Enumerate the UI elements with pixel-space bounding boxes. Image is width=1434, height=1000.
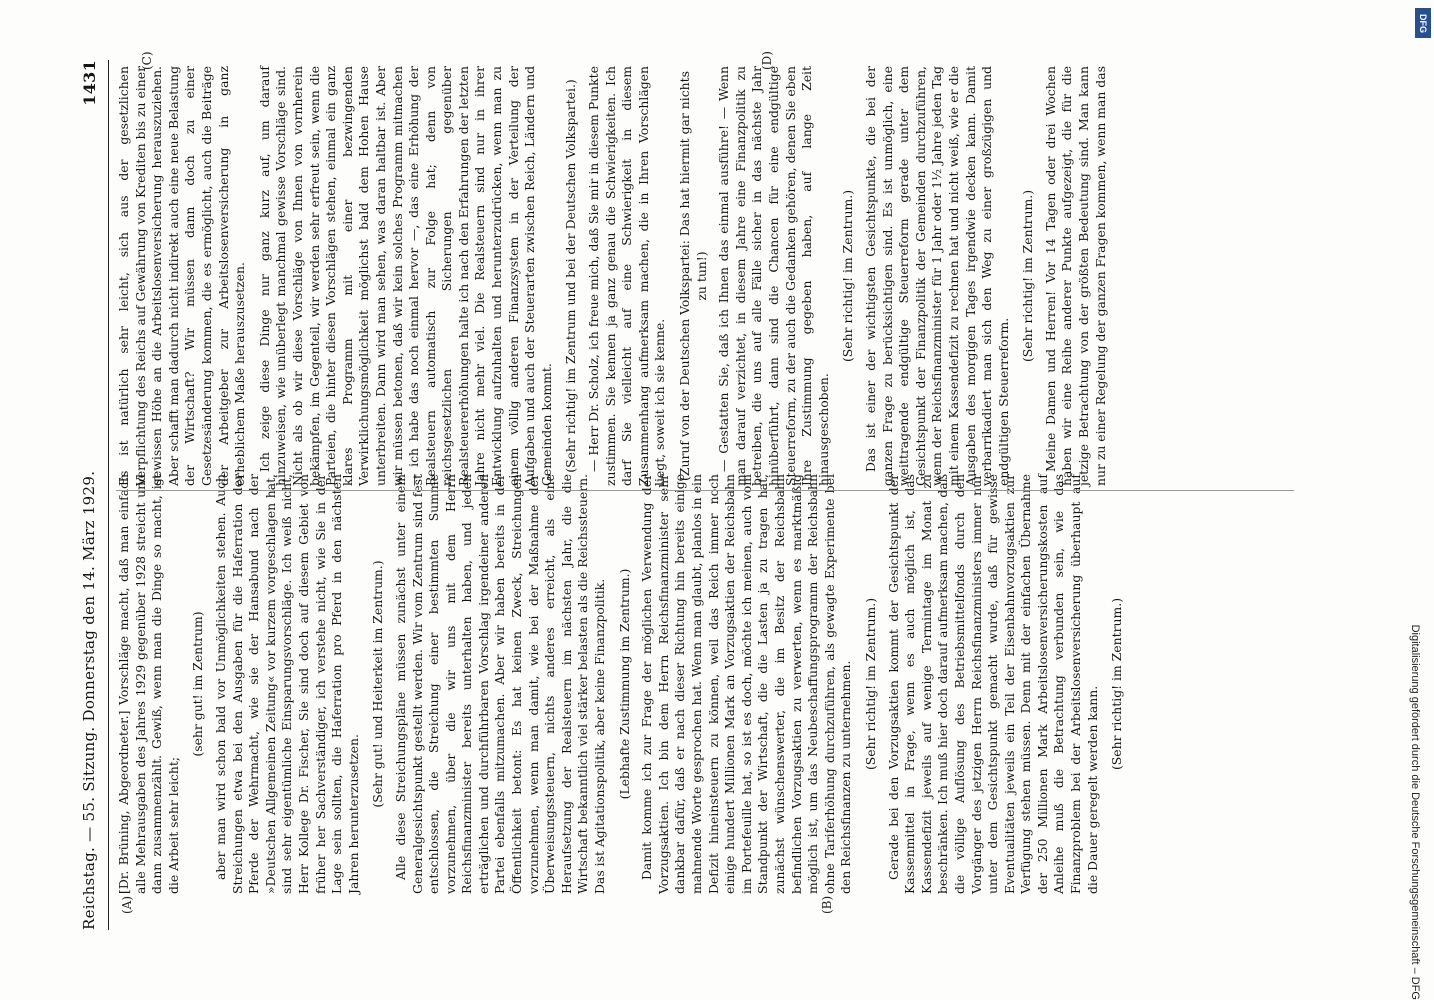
dfg-logo: DFG [1415, 8, 1431, 38]
interjection: (sehr gut! im Zentrum) [190, 611, 206, 757]
right-text-column [116, 66, 1117, 486]
interjection: (Sehr richtig! im Zentrum und bei der Deutschen Volkspartei.) [563, 79, 579, 473]
paragraph: — Herr Dr. Scholz, ich freue mich, daß Sie mir in diesem Punkte zustimmen. Sie kennen ja ganz genau die Schwierigkeiten. Ich darf Sie vielleicht auf eine Schwierigkeit in diesem Zusammenhang aufmerksam machen, die in Ihren Vorschlägen liegt, soweit ich sie kenne. [586, 66, 668, 486]
paragraph: [Dr. Brüning, Abgeordneter.] Vorschläge macht, daß man einfach alle Mehrausgaben des Jahres 1929 gegenüber 1928 streicht und dann zusammenzählt. Gewiß, wenn man die Dinge so macht, ist die Arbeit sehr leicht; [116, 474, 181, 894]
margin-marker-a: (A) [120, 895, 134, 914]
paragraph: Gerade bei den Vorzugsaktien kommt der Gesichtspunkt der Kassenmittel in Frage, wenn es auch möglich ist, das Kassendefizit jeweils auf wenige Termintage im Monat zu beschränken. Ich muß hier doch darauf aufmerksam machen, daß die völlige Auflösung des Betriebsmittelfonds durch den Vorgänger des jetzigen Herrn Reichsfinanzministers immer nur unter dem Gesichtspunkt gemacht wurde, daß für gewisse Eventualitäten jeweils ein Teil der Eisenbahnvorzugsaktien zur Verfügung stehen müssen. Denn mit der einfachen Übernahme der 250 Millionen Mark Arbeitslosenversicherungskosten auf Anleihe muß die Betrachtung verbunden sein, wie das Finanzproblem bei der Arbeitslosenversicherung überhaupt auf die Dauer geregelt werden kann. [885, 474, 1100, 894]
digitization-note-text: Digitalisierung gefördert durch die Deutsche Forschungsgemeinschaft – DFG [1409, 624, 1421, 1000]
interjection: (Sehr richtig! im Zentrum.) [1020, 189, 1036, 363]
running-header [80, 60, 106, 930]
interjection: (Sehr richtig! im Zentrum.) [840, 189, 856, 363]
paragraph: Es ist natürlich sehr leicht, sich aus der gesetzlichen Verpflichtung des Reichs auf Gewährung von Krediten bis zu einer gewissen Höhe an die Arbeitslosenversicherung herauszuziehen. Aber schafft man dadurch nicht indirekt auch eine neue Belastung der Wirtschaft? Wir müssen dann doch zu einer Gesetzesänderung kommen, die es ermöglicht, auch die Beiträge der Arbeitgeber zur Arbeitslosenversicherung in ganz erheblichem Maße herauszusetzen. [116, 66, 248, 486]
digitization-note [1404, 0, 1426, 1000]
column-divider [116, 490, 1294, 491]
interjection: (Sehr richtig! im Zentrum.) [1109, 597, 1125, 771]
paragraph: aber man wird schon bald vor Unmöglichkeiten stehen. Auch Streichungen etwa bei den Ausgaben für die Haferration der Pferde der Wehrmacht, wie sie der Hansabund nach der »Deutschen Allgemeinen Zeitung« vor kurzem vorgeschlagen hat, sind sehr eigentümliche Einsparungsvorschläge. Ich weiß nicht, Herr Kollege Dr. Fischer, Sie sind doch auf diesem Gebiet von früher her Sachverständiger, ich verstehe nicht, wie Sie in der Lage sein sollten, die Haferration pro Pferd in den nächsten Jahren herunterzusetzen. [212, 474, 361, 894]
margin-marker-c: (C) [140, 51, 154, 70]
margin-marker-b: (B) [820, 895, 834, 914]
running-title: Reichstag. — 55. Sitzung. Donnerstag den 14. März 1929. [80, 470, 98, 930]
left-text-column [116, 474, 1132, 894]
paragraph: Das ist einer der wichtigsten Gesichtspunkte, die bei der ganzen Frage zu berücksichtigen sind. Es ist unmöglich, eine weittragende endgültige Steuerreform gerade unter dem Gesichtspunkt der Finanzpolitik der Gemeinden durchzuführen, wenn der Reichsfinanzminister für 1 Jahr oder 1½ Jahre jeden Tag mit einem Kassendefizit zu rechnen hat und nicht weiß, wie er die Ausgaben des morgigen Tages irgendwie decken kann. Damit verbarrikadiert man sich den Weg zu einer großzügigen und endgültigen Steuerreform. [862, 66, 1011, 486]
interjection: (Zuruf von der Deutschen Volkspartei: Das hat hiermit gar nichts zu tun!) [677, 71, 709, 481]
page-number: 1431 [80, 60, 99, 106]
paragraph: Ich zeige diese Dinge nur ganz kurz auf, um darauf hinzuweisen, wie unüberlegt manchmal gewisse Vorschläge sind. Nicht als ob wir diese Vorschläge von Ihnen von vornherein bekämpfen, im Gegenteil, wir werden sehr erfreut sein, wenn die Parteien, die hinter diesen Vorschlägen stehen, einmal ein ganz klares Programm mit einer bezwingenden Verwirklichungsmöglichkeit möglichst bald dem Hohen Hause unterbreiten. Dann wird man sehen, was daran haltbar ist. Aber wir müssen betonen, daß wir kein solches Programm mitmachen — ich habe das noch einmal hervor —, das eine Erhöhung der Realsteuern automatisch zur Folge hat; denn von reichsgesetzlichen Sicherungen gegenüber Realsteuererhöhungen halte ich nach den Erfahrungen der letzten Jahre nicht mehr viel. Die Realsteuern sind nur in ihrer Entwicklung aufzuhalten und herunterzudrücken, wenn man zu einem völlig anderen Finanzsystem in der Verteilung der Aufgaben und auch der Steuerarten zwischen Reich, Ländern und Gemeinden kommt. [256, 66, 554, 486]
paragraph: Damit komme ich zur Frage der möglichen Verwendung der Vorzugsaktien. Ich bin dem Herrn Reichsfinanzminister sehr dankbar dafür, daß er nach dieser Richtung hin bereits einige mahnende Worte gesprochen hat. Wenn man glaubt, planlos in ein Defizit hineinsteuern zu können, weil das Reich immer noch einige hundert Millionen Mark an Vorzugsaktien der Reichsbahn im Portefeuille hat, so ist es doch, möchte ich meinen, auch vom Standpunkt der Wirtschaft, die die Lasten ja zu tragen hat, zunächst wünschenswerter, die im Besitz der Reichsbahn befindlichen Vorzugsaktien zu verwerten, wenn es marktmäßig möglich ist, um das Neubeschaffungsprogramm der Reichsbahn ohne Tariferhöhung durchzuführen, als gewagte Experimente bei den Reichsfinanzen zu unternehmen. [639, 474, 854, 894]
paragraph: — Gestatten Sie, daß ich Ihnen das einmal ausführe! — Wenn man darauf verzichtet, in diesem Jahre eine Finanzpolitik zu betreiben, die uns auf alle Fälle sicher in das nächste Jahr hinüberführt, dann sind die Chancen für eine endgültige Steuerreform, zu der auch die Gedanken gehören, denen Sie eben Ihre Zustimmung gegeben haben, auf lange Zeit hinausgeschoben. [716, 66, 831, 486]
header-rule [108, 60, 109, 930]
paragraph: Alle diese Streichungspläne müssen zunächst unter einem Generalgesichtspunkt gestellt werden. Wir vom Zentrum sind fest entschlossen, die Streichung einer bestimmten Summe vorzunehmen, über die wir uns mit dem Herrn Reichsfinanzminister bereits unterhalten haben, und jeden erträglichen und durchführbaren Vorschlag irgendeiner anderen Partei ebenfalls mitzumachen. Aber wir haben bereits in der Öffentlichkeit betont: Es hat keinen Zweck, Streichungen vorzunehmen, wenn man damit, wie bei der Maßnahme der Überweisungssteuern, nichts anderes erreicht, als eine Heraufsetzung der Realsteuern im nächsten Jahr, die die Wirtschaft bekanntlich viel stärker belasten als die Reichssteuern. Das ist Agitationspolitik, aber keine Finanzpolitik. [392, 474, 608, 894]
interjection: (Sehr gut! und Heiterkeit im Zentrum.) [370, 560, 386, 808]
margin-marker-d: (D) [760, 51, 774, 70]
interjection: (Sehr richtig! im Zentrum.) [862, 597, 878, 771]
interjection: (Lebhafte Zustimmung im Zentrum.) [616, 568, 632, 800]
paragraph: Meine Damen und Herren! Vor 14 Tagen oder drei Wochen haben wir eine Reihe anderer Punkte aufgezeigt, die für die jetzige Betrachtung von der größten Bedeutung sind. Man kann nur zu einer Regelung der ganzen Fragen kommen, wenn man das [1042, 66, 1108, 486]
